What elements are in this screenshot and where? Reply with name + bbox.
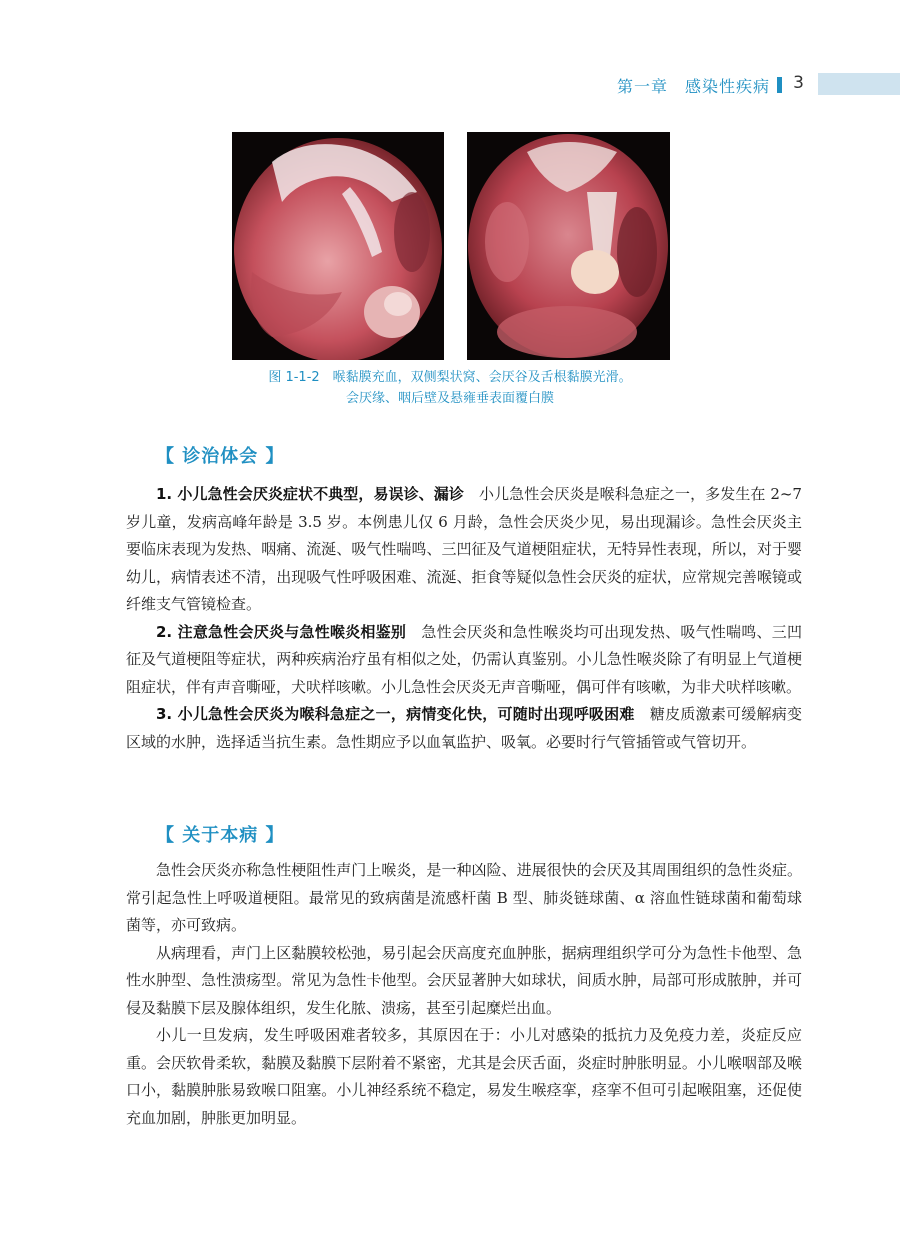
caption-line-1: 图 1-1-2 喉黏膜充血，双侧梨状窝、会厌谷及舌根黏膜光滑。 [268, 370, 632, 385]
section-body-experience [126, 481, 802, 756]
about-paragraph: 从病理看，声门上区黏膜较松弛，易引起会厌高度充血肿胀，据病理组织学可分为急性卡他型、急性水肿型、急性溃疡型。常见为急性卡他型。会厌显著肿大如球状，间质水肿，局部可形成脓肿，并可侵及黏膜下层及腺体组织，发生化脓、溃疡，甚至引起糜烂出血。 [126, 943, 802, 1017]
experience-item-2 [126, 619, 802, 702]
item-body: 糖皮质激素可缓解病变区域的水肿，选择适当抗生素。急性期应予以血氧监护、吸氧。必要时行气管插管或气管切开。 [126, 705, 802, 751]
about-paragraph: 急性会厌炎亦称急性梗阻性声门上喉炎，是一种凶险、进展很快的会厌及其周围组织的急性炎症。常引起急性上呼吸道梗阻。最常见的致病菌是流感杆菌 B 型、肺炎链球菌、α 溶血性链球菌和葡萄球菌等，亦可致病。 [126, 861, 802, 934]
running-header [0, 70, 900, 100]
section-body-about [126, 857, 802, 1132]
page-number: 3 [793, 73, 804, 93]
item-body: 小儿急性会厌炎是喉科急症之一，多发生在 2~7 岁儿童，发病高峰年龄是 3.5 岁。本例患儿仅 6 月龄，急性会厌炎少见，易出现漏诊。急性会厌炎主要临床表现为发热、咽痛、流涎、吸气性喘鸣、三凹征及气道梗阻症状，无特异性表现，所以，对于婴幼儿，病情表述不清，出现吸气性呼吸困难、流涎、拒食等疑似急性会厌炎的症状，应常规完善喉镜或纤维支气管镜检查。 [126, 485, 802, 613]
laryngoscopy-photo-right [467, 132, 670, 360]
caption-line-2: 会厌缘、咽后壁及悬雍垂表面覆白膜 [345, 391, 554, 406]
chapter-title: 第一章 感染性疾病 [616, 77, 770, 96]
header-color-tab [818, 73, 900, 95]
experience-item-3 [126, 701, 802, 756]
item-lead: 3. 小儿急性会厌炎为喉科急症之一，病情变化快，可随时出现呼吸困难 [156, 705, 635, 723]
experience-item-1 [126, 481, 802, 619]
item-body: 急性会厌炎和急性喉炎均可出现发热、吸气性喘鸣、三凹征及气道梗阻等症状，两种疾病治疗虽有相似之处，仍需认真鉴别。小儿急性喉炎除了有明显上气道梗阻症状，伴有声音嘶哑，犬吠样咳嗽。小儿急性会厌炎无声音嘶哑，偶可伴有咳嗽，为非犬吠样咳嗽。 [126, 622, 802, 696]
header-divider-bar [777, 77, 782, 93]
about-paragraph: 小儿一旦发病，发生呼吸困难者较多，其原因在于：小儿对感染的抵抗力及免疫力差，炎症反应重。会厌软骨柔软，黏膜及黏膜下层附着不紧密，尤其是会厌舌面，炎症时肿胀明显。小儿喉咽部及喉口小，黏膜肿胀易致喉口阻塞。小儿神经系统不稳定，易发生喉痉挛，痉挛不但可引起喉阻塞，还促使充血加剧，肿胀更加明显。 [126, 1026, 802, 1127]
item-lead: 1. 小儿急性会厌炎症状不典型，易误诊、漏诊 [156, 485, 464, 503]
figure-laryngoscopy [232, 132, 670, 360]
laryngoscopy-photo-left [232, 132, 444, 360]
section-heading-experience: 【 诊治体会 】 [156, 446, 285, 467]
section-heading-about: 【 关于本病 】 [156, 825, 285, 846]
item-lead: 2. 注意急性会厌炎与急性喉炎相鉴别 [156, 622, 407, 641]
figure-caption [150, 367, 750, 409]
